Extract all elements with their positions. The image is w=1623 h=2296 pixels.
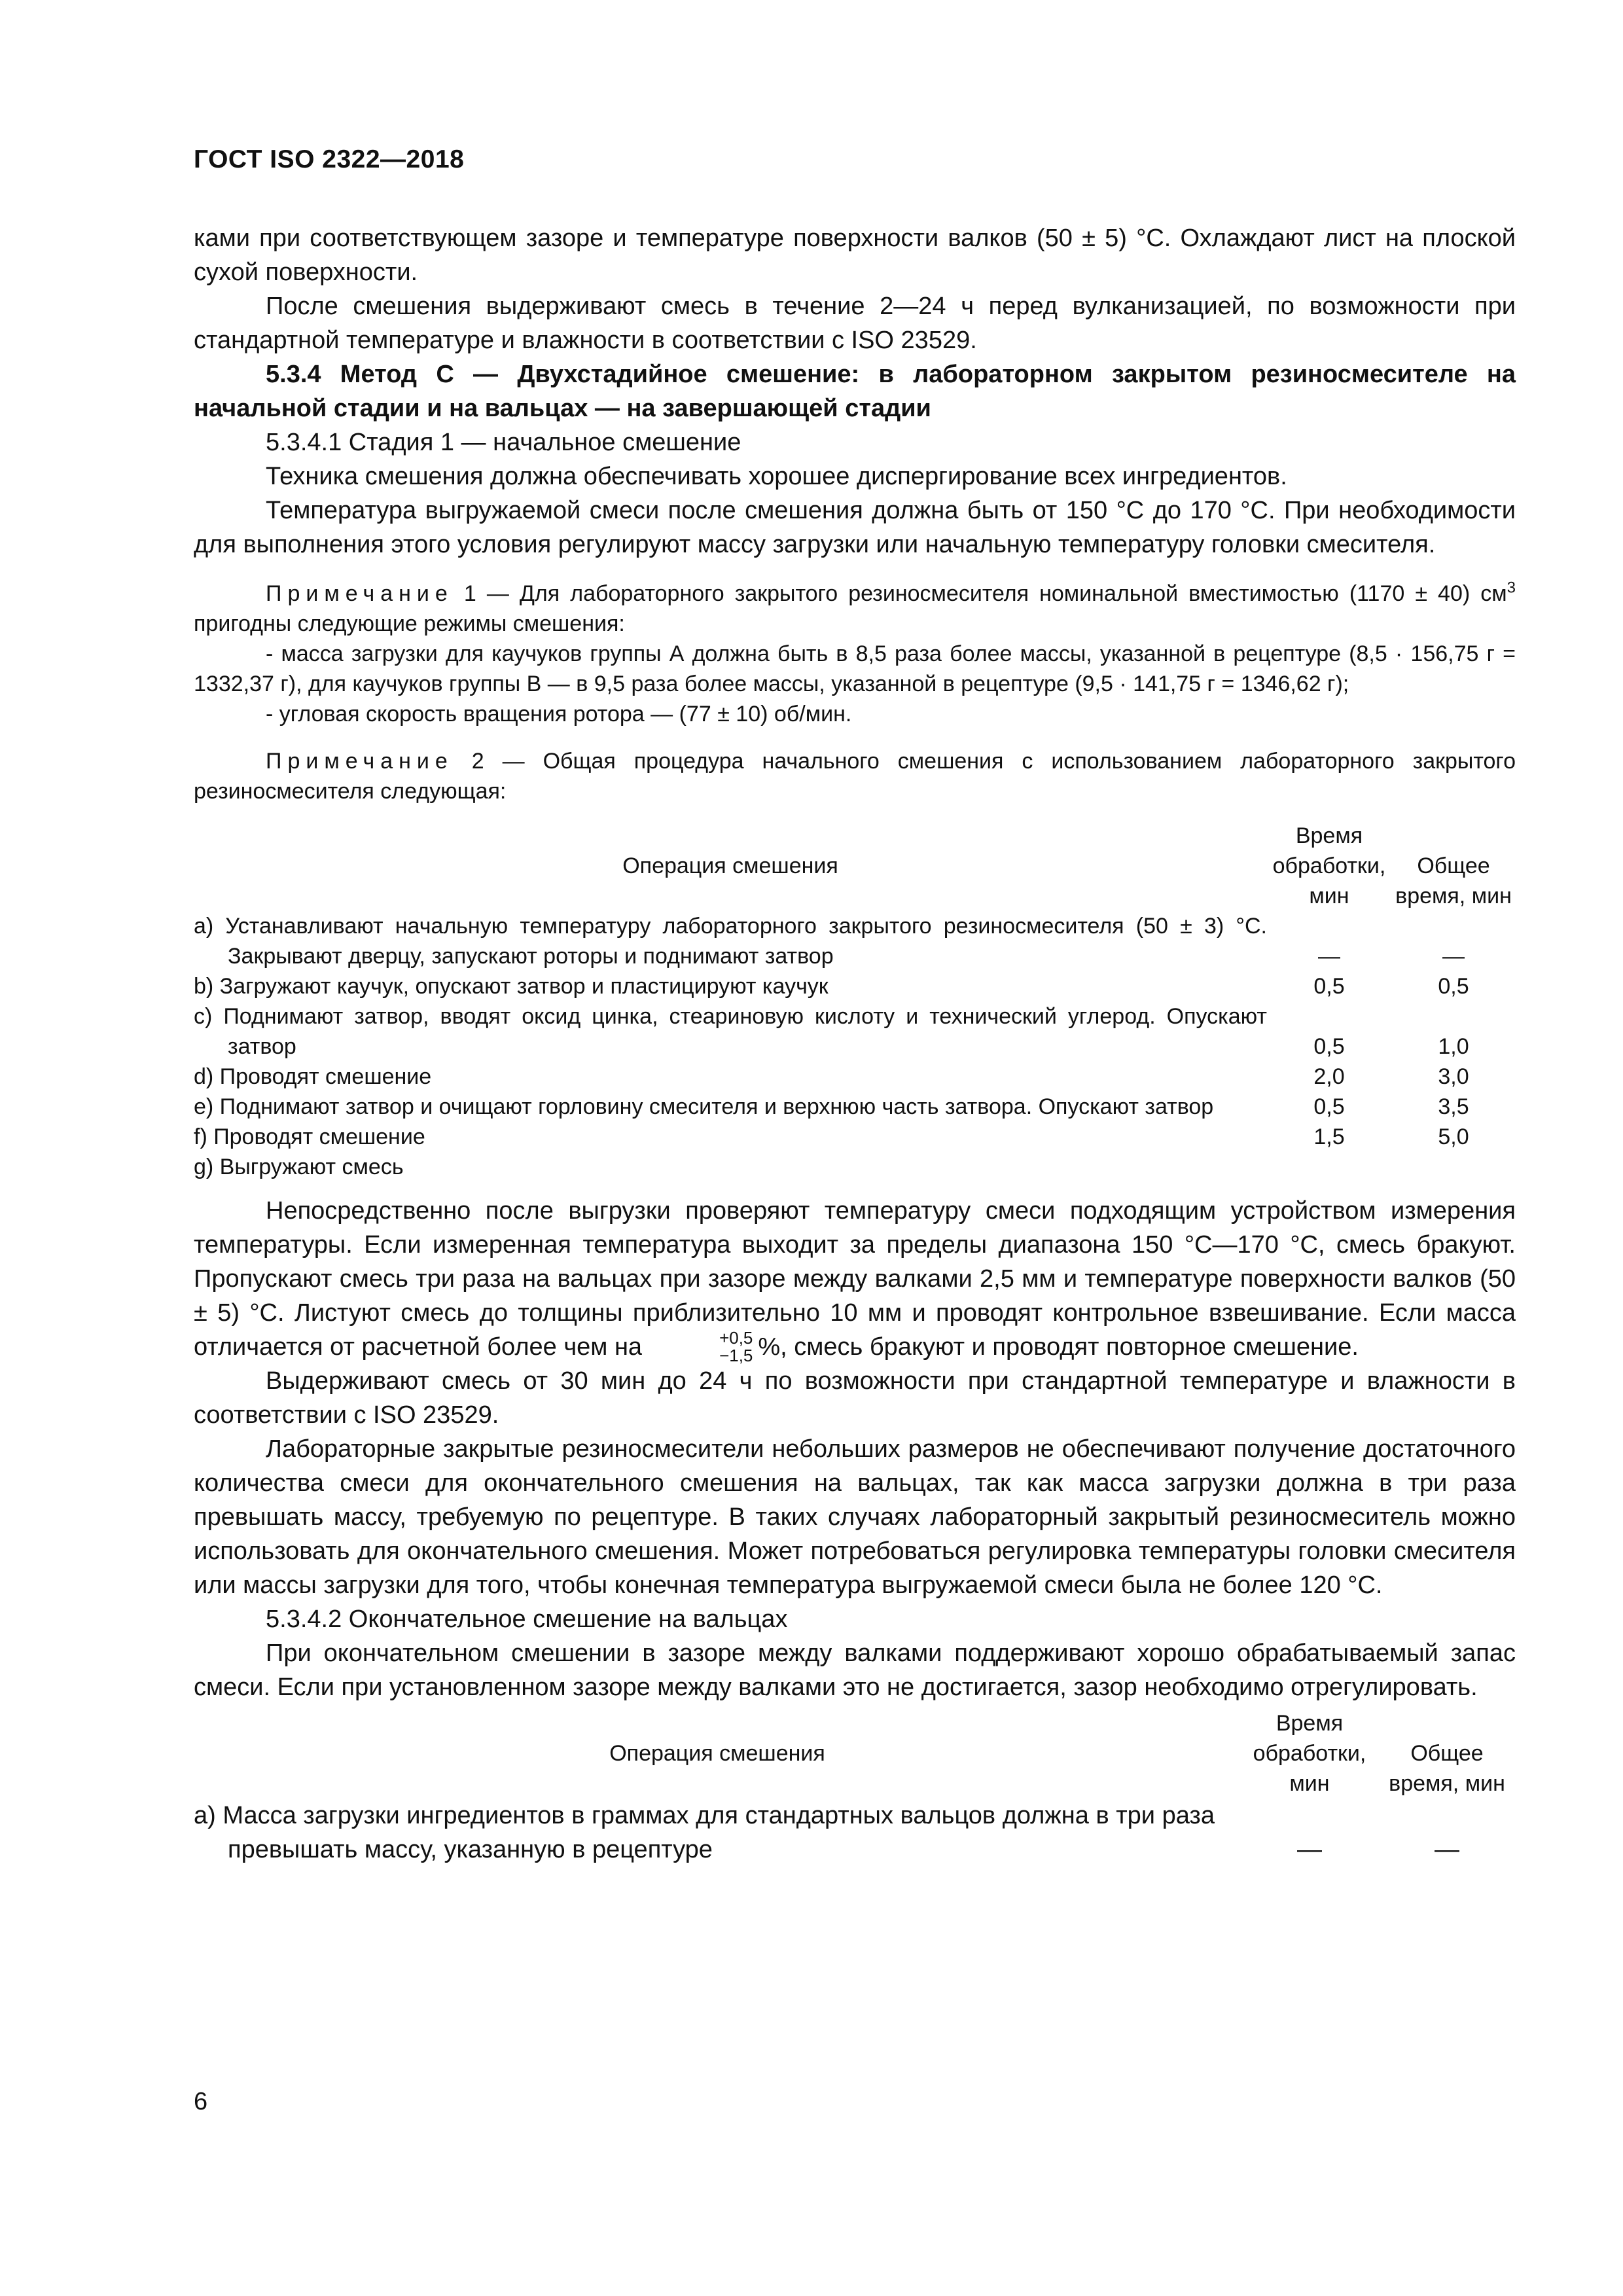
note-label: Примечание (266, 581, 454, 606)
table-row: g) Выгружают смесь (194, 1155, 404, 1179)
table-header-row (194, 821, 1516, 911)
note-label: Примечание (266, 749, 454, 774)
table-row: с) Поднимают затвор, вводят оксид цинка, стеариновую кислоту и технический углерод. Опускают затвор 0,5 1,0 (194, 1004, 1469, 1059)
paragraph: Техника смешения должна обеспечивать хорошее диспергирование всех ингредиентов. (266, 463, 1287, 490)
column-header-time: Время обработки, мин (1253, 1711, 1366, 1796)
mixing-table-2 (194, 1708, 1516, 1867)
table-row: f) Проводят смешение 1,5 5,0 (194, 1124, 1469, 1149)
paragraph: Выдерживают смесь от 30 мин до 24 ч по возможности при стандартной температуре и влажности в соответствии с ISO 23529. (194, 1367, 1516, 1429)
note-item: - угловая скорость вращения ротора — (77 ± 10) об/мин. (266, 702, 852, 726)
paragraph: Температура выгружаемой смеси после смешения должна быть от 150 °С до 170 °С. При необходимости для выполнения этого условия регулируют массу загрузки или начальную температуру головки смесителя. (194, 497, 1516, 558)
paragraph: При окончательном смешении в зазоре между валками поддерживают хорошо обрабатываемый запас смеси. Если при установленном зазоре между валками это не достигается, зазор необходимо отрегулировать. (194, 1640, 1516, 1701)
table-row: d) Проводят смешение 2,0 3,0 (194, 1064, 1469, 1089)
table-row: b) Загружают каучук, опускают затвор и пластицируют каучук 0,5 0,5 (194, 974, 1469, 999)
subsection-heading: 5.3.4.1 Стадия 1 — начальное смешение (266, 429, 741, 456)
mixing-table-1 (194, 821, 1516, 1182)
table-row: е) Поднимают затвор и очищают горловину смесителя и верхнюю часть затвора. Опускают затвор 0,5 3,5 (194, 1094, 1469, 1119)
column-header-time: Время обработки, мин (1272, 823, 1386, 908)
paragraph: ками при соответствующем зазоре и температуре поверхности валков (50 ± 5) °С. Охлаждают лист на плоской сухой поверхности. (194, 224, 1516, 286)
note-2: Примечание 2 — Общая процедура начального смешения с использованием лабораторного закрытого резиносмесителя следующая: (194, 749, 1516, 804)
table-header-row (194, 1708, 1516, 1799)
column-header-operation: Операция смешения (622, 853, 838, 878)
note-item: - масса загрузки для каучуков группы А должна быть в 8,5 раза более массы, указанной в рецептуре (8,5 · 156,75 г = 1332,37 г), для каучуков группы В — в 9,5 раза более массы, указанной в рецептуре (9,5 · 141,75 г = 1346,62 г); (194, 641, 1516, 696)
column-header-total: Общее время, мин (1389, 1741, 1505, 1796)
document-header: ГОСТ ISO 2322—2018 (194, 145, 465, 173)
paragraph: Непосредственно после выгрузки проверяют температуру смеси подходящим устройством измерения температуры. Если измеренная температура выходит за пределы диапазона 150 °С—170 °С, смесь бракуют. Пропускают смесь три раза на вальцах при зазоре между валками 2,5 мм и температуре поверхности валков (50 ± 5) °С. Листуют смесь до толщины приблизительно 10 мм и проводят контрольное взвешивание. Если масса отличается от расчетной более чем на +0,5 −1,5 %, смесь бракуют и проводят повторное смешение. (194, 1197, 1516, 1365)
paragraph: После смешения выдерживают смесь в течение 2—24 ч перед вулканизацией, по возможности при стандартной температуре и влажности в соответствии с ISO 23529. (194, 293, 1516, 354)
page-number: 6 (194, 2088, 208, 2115)
column-header-operation: Операция смешения (609, 1741, 825, 1766)
section-heading: 5.3.4 Метод С — Двухстадийное смешение: в лабораторном закрытом резиносмесителе на начальной стадии и на вальцах — на завершающей стадии (194, 361, 1516, 422)
paragraph: Лабораторные закрытые резиносмесители небольших размеров не обеспечивают получение достаточного количества смеси для окончательного смешения на вальцах, так как масса загрузки должна в три раза превышать массу, требуемую по рецептуре. В таких случаях лабораторный закрытый резиносмеситель можно использовать для окончательного смешения. Может потребоваться регулировка температуры головки смесителя или массы загрузки для того, чтобы конечная температура выгружаемой смеси была не более 120 °С. (194, 1435, 1516, 1599)
subsection-heading: 5.3.4.2 Окончательное смешение на вальцах (266, 1605, 788, 1633)
table-row: а) Масса загрузки ингредиентов в граммах для стандартных вальцов должна в три раза превышать массу, указанную в рецептуре — — (194, 1802, 1459, 1863)
note-1: Примечание 1 — Для лабораторного закрытого резиносмесителя номинальной вместимостью (1170 ± 40) $см^3$ пригодны следующие режимы смешения: - масса загрузки для каучуков группы А должна быть в 8,5 раза более массы, указанной в рецептуре (8,5 · 156,75 г = 1332,37 г), для каучуков группы В — в 9,5 раза более массы, указанной в рецептуре (9,5 · 141,75 г = 1346,62 г); - угловая скорость вращения ротора — (77 ± 10) об/мин. (194, 579, 1516, 729)
table-row: а) Устанавливают начальную температуру лабораторного закрытого резиносмесителя (50 ± 3) °С. Закрывают дверцу, запускают роторы и поднимают затвор — — (194, 914, 1465, 969)
tolerance-value: +0,5 −1,5 (719, 1327, 753, 1365)
column-header-total: Общее время, мин (1395, 853, 1512, 908)
document-body (194, 221, 1516, 1867)
